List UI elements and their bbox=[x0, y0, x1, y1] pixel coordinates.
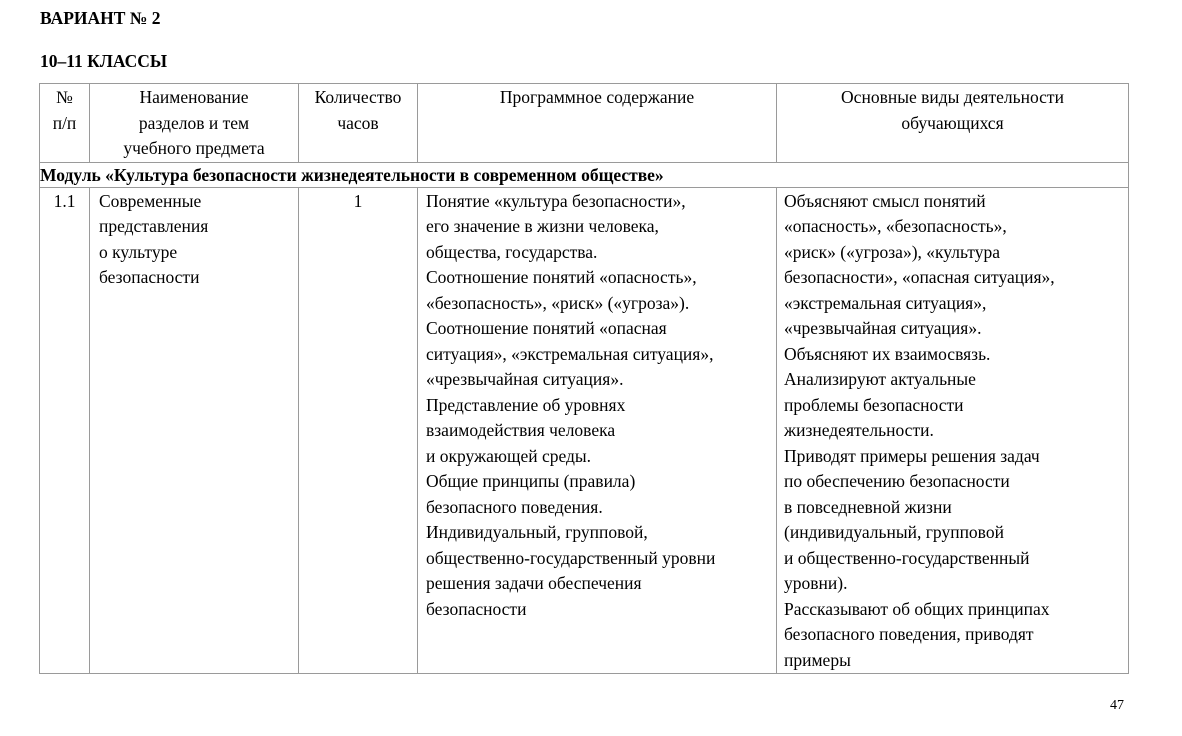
column-header-hours: Количество часов bbox=[299, 84, 418, 163]
curriculum-table bbox=[39, 83, 1129, 674]
module-row bbox=[40, 162, 1129, 187]
column-header-content: Программное содержание bbox=[418, 84, 777, 163]
row-activities: Объясняют смысл понятий «опасность», «безопасность», «риск» («угроза»), «культура безопасности», «опасная ситуация», «экстремальная ситуация», «чрезвычайная ситуация». Объясняют их взаимосвязь. Анализируют актуальные проблемы безопасности жизнедеятельности. Приводят примеры решения задач по обеспечению безопасности в повседневной жизни (индивидуальный, групповой и общественно-государственный уровни). Рассказывают об общих принципах безопасного поведения, приводят примеры bbox=[777, 187, 1129, 674]
column-header-number: № п/п bbox=[40, 84, 90, 163]
grade-heading: 10–11 КЛАССЫ bbox=[40, 51, 168, 71]
page-number: 47 bbox=[1110, 698, 1124, 713]
module-title: Модуль «Культура безопасности жизнедеятельности в современном обществе» bbox=[40, 162, 1129, 187]
row-content: Понятие «культура безопасности», его значение в жизни человека, общества, государства. Соотношение понятий «опасность», «безопасность», «риск» («угроза»). Соотношение понятий «опасная ситуация», «экстремальная ситуация», «чрезвычайная ситуация». Представление об уровнях взаимодействия человека и окружающей среды. Общие принципы (правила) безопасного поведения. Индивидуальный, групповой, общественно-государственный уровни решения задачи обеспечения безопасности bbox=[418, 187, 777, 674]
row-hours: 1 bbox=[299, 187, 418, 674]
row-topic: Современные представления о культуре безопасности bbox=[90, 187, 299, 674]
column-header-activities: Основные виды деятельности обучающихся bbox=[777, 84, 1129, 163]
table-header-row bbox=[40, 84, 1129, 163]
row-number: 1.1 bbox=[40, 187, 90, 674]
table-row bbox=[40, 187, 1129, 674]
variant-heading: ВАРИАНТ № 2 bbox=[40, 8, 161, 28]
column-header-topic: Наименование разделов и тем учебного предмета bbox=[90, 84, 299, 163]
